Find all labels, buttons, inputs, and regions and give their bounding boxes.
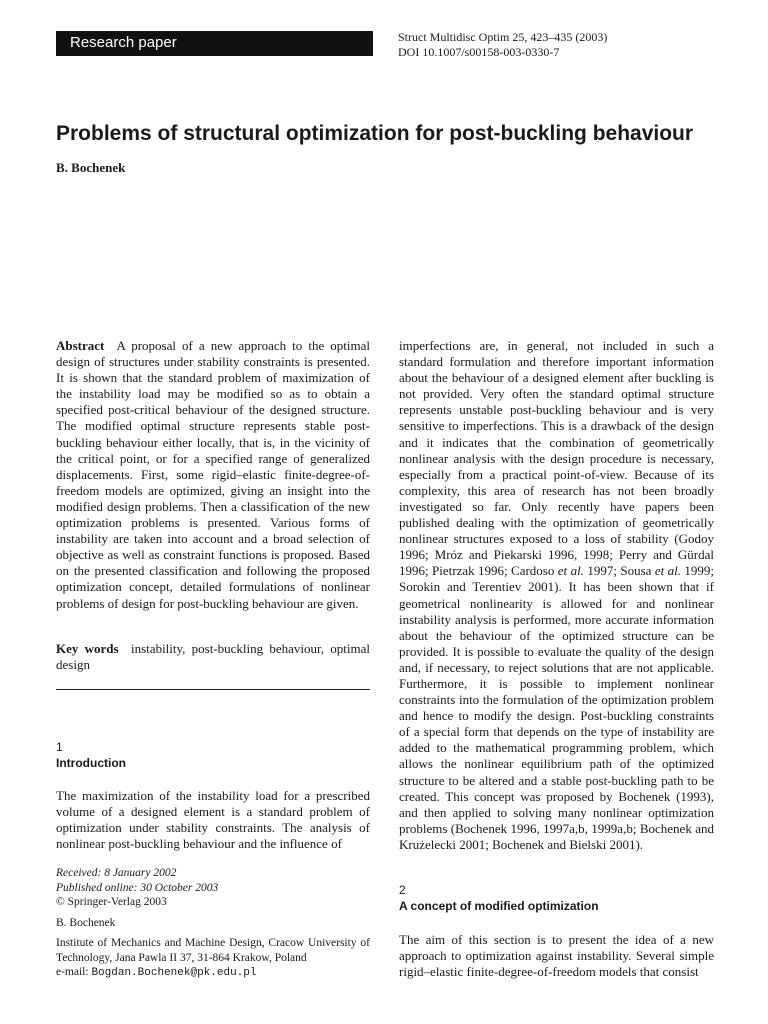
journal-info bbox=[398, 30, 607, 60]
section2-heading bbox=[399, 883, 599, 913]
email-label: e-mail: bbox=[56, 966, 89, 978]
keywords-block bbox=[56, 641, 370, 673]
published-date: Published online: 30 October 2003 bbox=[56, 881, 219, 894]
author-email: Bogdan.Bochenek@pk.edu.pl bbox=[91, 967, 257, 979]
journal-doi: DOI 10.1007/s00158-003-0330-7 bbox=[398, 45, 560, 59]
section2-title: A concept of modified optimization bbox=[399, 899, 599, 913]
right-p1-part-c: 1999; Sorokin and Terentiev 2001). It has been shown that if geometrical nonlinearity is allowed for and nonlinear instability analysis is performed, more accurate information about the behaviour of the optimized structure can be provided. It is possible to evaluate the quality of the design and, if necessary, to reject solutions that are not applicable. Furthermore, it is possible to implement nonlinear constraints into the formulation of the optimization problem and hence to modify the design. Post-buckling constraints of a special form that depends on the type of instability are added to the mathematical programming problem, which allows the nonlinear equilibrium path of the optimized structure to be altered and a stable post-buckling path to be created. This concept was proposed by Bochenek (1993), and then applied to solving many nonlinear optimization problems (Bochenek 1996, 1997a,b, 1999a,b; Bochenek and Krużelecki 2001; Bochenek and Bielski 2001). bbox=[399, 563, 715, 852]
right-paragraph-1 bbox=[399, 338, 714, 853]
abstract-text: A proposal of a new approach to the optimal design of structures under stability constraints is presented. It is shown that the standard problem of maximization of the instability load may be modified so as to obtain a specified post-critical behaviour of the designed structure. The modified optimal structure represents stable post-buckling behaviour either locally, that is, in the vicinity of the critical point, or for a specified range of generalized displacements. First, some rigid–elastic finite-degree-of-freedom models are optimized, giving an insight into the modified design problems. Then a classification of the new optimization problems is presented. Various forms of instability are taken into account and a broad selection of objective as well as constraint functions is proposed. Based on the presented classification and following the proposed optimization concept, detailed formulations of nonlinear problems of design for post-buckling behaviour are given. bbox=[56, 338, 370, 611]
author-affiliation: Institute of Mechanics and Machine Design, Cracow University of Technology, Jana Pawla II 37, 31-864 Krakow, Poland bbox=[56, 937, 370, 964]
keywords-label: Key words bbox=[56, 641, 119, 656]
section1-number: 1 bbox=[56, 740, 63, 754]
section2-text: The aim of this section is to present the idea of a new approach to optimization against instability. Several simple rigid–elastic finite-degree-of-freedom models that consist bbox=[399, 932, 714, 980]
copyright-line: © Springer-Verlag 2003 bbox=[56, 896, 167, 908]
right-p1-part-b: 1997; Sousa bbox=[587, 563, 652, 579]
abstract-label: Abstract bbox=[56, 338, 105, 353]
author-email-line bbox=[56, 965, 370, 981]
paper-title: Problems of structural optimization for post-buckling behaviour bbox=[56, 122, 694, 145]
section1-heading bbox=[56, 740, 126, 770]
et-al-2: et al. bbox=[654, 563, 681, 579]
keywords-text: instability, post-buckling behaviour, optimal design bbox=[56, 641, 371, 673]
research-paper-badge bbox=[56, 31, 373, 56]
section2-number: 2 bbox=[399, 883, 406, 897]
footnote-author: B. Bochenek bbox=[56, 916, 116, 929]
section1-title: Introduction bbox=[56, 756, 126, 770]
right-p1-part-a: imperfections are, in general, not included in such a standard formulation and therefore important information about the behaviour of a designed element after buckling is not provided. Very often the standard optimal structure represents unstable post-buckling behaviour and is very sensitive to imperfections. This is a drawback of the design and it indicates that the combination of geometrically nonlinear analysis with the design procedure is necessary, especially from a practical point-of-view. Because of its complexity, this area of research has not been broadly investigated so far. Only recently have papers been published dealing with the optimization of geometrically nonlinear structures exposed to a loss of stability (Godoy 1996; Mróz and Piekarski 1996, 1998; Perry and Gürdal 1996; Pietrzak 1996; Cardoso bbox=[399, 338, 714, 579]
et-al-1: et al. bbox=[557, 563, 584, 579]
section2-text-block bbox=[399, 932, 714, 980]
section1-text: The maximization of the instability load for a prescribed volume of a designed element is a standard problem of optimization under stability constraints. The analysis of nonlinear post-buckling behaviour and the influence of bbox=[56, 788, 370, 852]
section-divider bbox=[56, 689, 370, 690]
section1-text-block bbox=[56, 788, 370, 852]
journal-citation: Struct Multidisc Optim 25, 423–435 (2003) bbox=[398, 30, 608, 44]
footnote-block bbox=[56, 866, 370, 981]
badge-label: Research paper bbox=[70, 34, 177, 51]
abstract-block bbox=[56, 338, 370, 612]
paper-author: B. Bochenek bbox=[56, 160, 126, 175]
right-column-body bbox=[399, 338, 714, 853]
received-date: Received: 8 January 2002 bbox=[56, 867, 177, 879]
